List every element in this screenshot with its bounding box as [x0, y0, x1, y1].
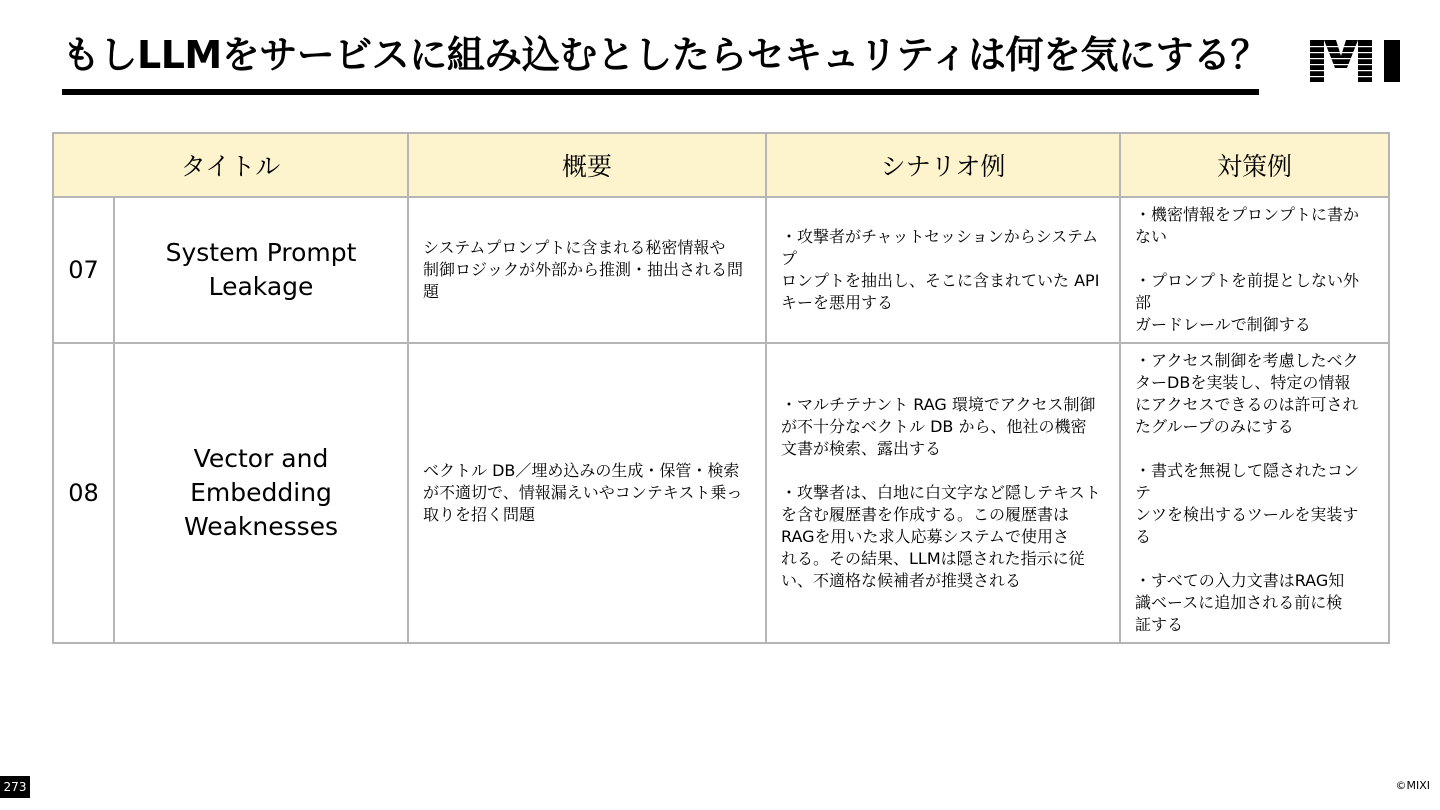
row-title [114, 197, 408, 343]
header-title: タイトル [53, 133, 408, 197]
page-title: もしLLMをサービスに組み込むとしたらセキュリティは何を気にする？ [62, 33, 1268, 77]
title-underline [62, 89, 1259, 95]
header-scenario: シナリオ例 [766, 133, 1120, 197]
row-scenario [766, 197, 1120, 343]
row-title [114, 343, 408, 643]
countermeasure-text: ・すべての入力文書はRAG知 識ベースに追加される前に検 証する [1135, 571, 1345, 634]
scenario-text: ・マルチテナント RAG 環境でアクセス制御 が不十分なベクトル DB から、他社の機密 文書が検索、露出する [781, 395, 1096, 458]
countermeasure-text: ・プロンプトを前提としない外部 ガードレールで制御する [1135, 271, 1360, 334]
row-scenario [766, 343, 1120, 643]
countermeasure-text: ・機密情報をプロンプトに書か ない [1135, 205, 1360, 246]
summary-text: システムプロンプトに含まれる秘密情報や 制御ロジックが外部から推測・抽出される問 題 [423, 238, 744, 301]
row-title-text: System Prompt Leakage [165, 238, 357, 301]
scenario-text: ・攻撃者は、白地に白文字など隠しテキスト を含む履歴書を作成する。この履歴書は RAGを用いた求人応募システムで使用さ れる。その結果、LLMは隠された指示に従 い、不適格な候補者が推奨される [781, 483, 1101, 590]
row-number: 07 [53, 197, 114, 343]
table-row [53, 343, 1389, 643]
countermeasure-text: ・アクセス制御を考慮したベク ターDBを実装し、特定の情報 にアクセスできるのは許可され たグループのみにする [1135, 351, 1359, 436]
countermeasure-text: ・書式を無視して隠されたコンテ ンツを検出するツールを実装す る [1135, 461, 1360, 546]
header-summary: 概要 [408, 133, 766, 197]
copyright: ©MIXI [1395, 779, 1430, 792]
summary-text: ベクトル DB／埋め込みの生成・保管・検索 が不適切で、情報漏えいやコンテキスト乗っ 取りを招く問題 [423, 461, 743, 524]
scenario-text: ・攻撃者がチャットセッションからシステムプ ロンプトを抽出し、そこに含まれていた API キーを悪用する [781, 227, 1100, 312]
row-summary [408, 343, 766, 643]
header-countermeasure: 対策例 [1120, 133, 1389, 197]
table-header-row [53, 133, 1389, 197]
row-summary [408, 197, 766, 343]
row-countermeasures [1120, 197, 1389, 343]
row-countermeasures [1120, 343, 1389, 643]
mixi-logo [1310, 40, 1402, 82]
owasp-table [52, 132, 1390, 644]
row-title-text: Vector and Embedding Weaknesses [183, 444, 339, 541]
page-number: 273 [0, 776, 30, 798]
table-row [53, 197, 1389, 343]
row-number: 08 [53, 343, 114, 643]
